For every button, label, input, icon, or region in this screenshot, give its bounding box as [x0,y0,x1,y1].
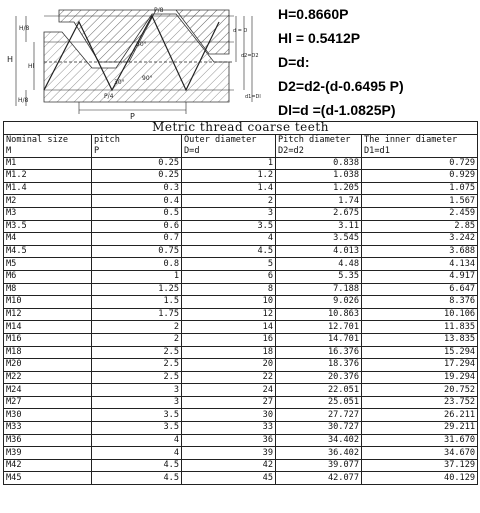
table-row [4,472,478,485]
cell-nominal: M36 [4,434,92,447]
cell-pitch: 0.25 [92,157,182,170]
cell-nominal: M14 [4,321,92,334]
table-row [4,296,478,309]
cell-nominal: M2 [4,195,92,208]
label-d2: d2=D2 [241,53,259,59]
cell-inner: 11.835 [362,321,478,334]
cell-inner: 0.929 [362,170,478,183]
cell-pitch-diameter: 0.838 [276,157,362,170]
table-row [4,182,478,195]
table-row [4,409,478,422]
cell-pitch-diameter: 3.545 [276,233,362,246]
cell-inner: 3.688 [362,245,478,258]
table-row [4,270,478,283]
cell-pitch-diameter: 3.11 [276,220,362,233]
cell-pitch: 0.75 [92,245,182,258]
cell-nominal: M1 [4,157,92,170]
label-h1: Hl [28,63,35,70]
cell-outer: 3.5 [182,220,276,233]
table-row [4,245,478,258]
cell-outer: 1.2 [182,170,276,183]
cell-inner: 29.211 [362,422,478,435]
cell-outer: 22 [182,371,276,384]
cell-inner: 8.376 [362,296,478,309]
table-row [4,396,478,409]
cell-inner: 37.129 [362,459,478,472]
cell-pitch: 4 [92,434,182,447]
cell-pitch: 3 [92,384,182,397]
cell-outer: 12 [182,308,276,321]
cell-pitch-diameter: 22.051 [276,384,362,397]
cell-inner: 31.670 [362,434,478,447]
cell-inner: 10.106 [362,308,478,321]
label-p8: P/8 [154,7,164,14]
cell-pitch: 1.25 [92,283,182,296]
table-body [4,157,478,484]
cell-nominal: M22 [4,371,92,384]
cell-nominal: M12 [4,308,92,321]
cell-outer: 8 [182,283,276,296]
cell-inner: 4.134 [362,258,478,271]
cell-pitch-diameter: 12.701 [276,321,362,334]
cell-outer: 1.4 [182,182,276,195]
cell-inner: 20.752 [362,384,478,397]
cell-pitch-diameter: 2.675 [276,207,362,220]
table-row [4,157,478,170]
col-header-pitch-diameter: Pitch diameter D2=d2 [276,134,362,157]
cell-nominal: M1.2 [4,170,92,183]
cell-inner: 34.670 [362,447,478,460]
label-h: H [7,55,14,64]
cell-pitch-diameter: 1.205 [276,182,362,195]
table-header-row [4,134,478,157]
cell-nominal: M18 [4,346,92,359]
cell-inner: 2.85 [362,220,478,233]
cell-pitch: 2.5 [92,346,182,359]
table-title: Metric thread coarse teeth [4,122,478,135]
cell-pitch-diameter: 14.701 [276,333,362,346]
cell-nominal: M3 [4,207,92,220]
formula-d2: D2=d2-(d-0.6495 P) [278,78,404,94]
cell-outer: 16 [182,333,276,346]
table-row [4,283,478,296]
formula-h: H=0.8660P [278,6,349,22]
cell-outer: 10 [182,296,276,309]
cell-outer: 30 [182,409,276,422]
cell-pitch: 4 [92,447,182,460]
col-header-pitch: pitch P [92,134,182,157]
cell-pitch-diameter: 16.376 [276,346,362,359]
cell-nominal: M8 [4,283,92,296]
cell-pitch-diameter: 4.48 [276,258,362,271]
cell-pitch: 1 [92,270,182,283]
cell-inner: 40.129 [362,472,478,485]
table-row [4,422,478,435]
cell-nominal: M5 [4,258,92,271]
thread-table [3,121,478,485]
cell-inner: 1.567 [362,195,478,208]
table-row [4,170,478,183]
label-angle-top: 30° [136,41,147,48]
cell-pitch-diameter: 1.038 [276,170,362,183]
cell-pitch: 1.5 [92,296,182,309]
cell-outer: 4 [182,233,276,246]
table-row [4,384,478,397]
cell-pitch-diameter: 20.376 [276,371,362,384]
cell-nominal: M20 [4,359,92,372]
header-section [0,0,480,120]
cell-pitch: 2 [92,321,182,334]
cell-outer: 18 [182,346,276,359]
cell-nominal: M10 [4,296,92,309]
cell-pitch: 4.5 [92,459,182,472]
cell-pitch: 2.5 [92,371,182,384]
table-row [4,447,478,460]
label-p4: P/4 [104,93,114,100]
table-row [4,195,478,208]
cell-pitch-diameter: 42.077 [276,472,362,485]
col-header-nominal: Nominal size M [4,134,92,157]
cell-outer: 24 [182,384,276,397]
table-row [4,308,478,321]
cell-nominal: M27 [4,396,92,409]
cell-pitch: 0.5 [92,207,182,220]
cell-outer: 45 [182,472,276,485]
cell-pitch: 2 [92,333,182,346]
cell-pitch: 2.5 [92,359,182,372]
table-row [4,333,478,346]
cell-pitch-diameter: 7.188 [276,283,362,296]
cell-nominal: M33 [4,422,92,435]
cell-pitch-diameter: 25.051 [276,396,362,409]
cell-pitch: 0.8 [92,258,182,271]
table-row [4,207,478,220]
cell-pitch-diameter: 1.74 [276,195,362,208]
table-row [4,346,478,359]
cell-outer: 14 [182,321,276,334]
cell-pitch-diameter: 9.026 [276,296,362,309]
cell-nominal: M39 [4,447,92,460]
label-d1: d1=Dl [245,94,261,100]
cell-inner: 13.835 [362,333,478,346]
cell-outer: 36 [182,434,276,447]
cell-outer: 3 [182,207,276,220]
cell-pitch-diameter: 4.013 [276,245,362,258]
cell-nominal: M24 [4,384,92,397]
cell-inner: 1.075 [362,182,478,195]
cell-pitch: 1.75 [92,308,182,321]
cell-outer: 42 [182,459,276,472]
label-pitch: P [130,112,135,121]
cell-pitch-diameter: 36.402 [276,447,362,460]
cell-nominal: M16 [4,333,92,346]
cell-pitch-diameter: 27.727 [276,409,362,422]
cell-outer: 1 [182,157,276,170]
cell-outer: 4.5 [182,245,276,258]
cell-outer: 33 [182,422,276,435]
cell-pitch: 0.3 [92,182,182,195]
cell-nominal: M1.4 [4,182,92,195]
cell-pitch-diameter: 30.727 [276,422,362,435]
cell-nominal: M45 [4,472,92,485]
cell-inner: 2.459 [362,207,478,220]
table-row [4,359,478,372]
cell-outer: 6 [182,270,276,283]
cell-pitch-diameter: 5.35 [276,270,362,283]
cell-inner: 26.211 [362,409,478,422]
col-header-outer: Outer diameter D=d [182,134,276,157]
cell-pitch: 0.7 [92,233,182,246]
col-header-inner: The inner diameter D1=d1 [362,134,478,157]
cell-pitch: 3.5 [92,409,182,422]
thread-profile-diagram [4,2,261,121]
cell-pitch: 4.5 [92,472,182,485]
cell-outer: 27 [182,396,276,409]
cell-inner: 23.752 [362,396,478,409]
cell-nominal: M6 [4,270,92,283]
table-row [4,321,478,334]
table-row [4,459,478,472]
cell-outer: 39 [182,447,276,460]
cell-nominal: M3.5 [4,220,92,233]
label-angle-axis: 90° [142,75,153,82]
label-angle-bottom: 30° [114,79,125,86]
table-row [4,220,478,233]
formula-d: D=d: [278,54,310,70]
cell-pitch: 0.4 [92,195,182,208]
cell-nominal: M30 [4,409,92,422]
formula-d1: Dl=d =(d-1.0825P) [278,102,396,118]
cell-inner: 6.647 [362,283,478,296]
table-row [4,258,478,271]
cell-pitch-diameter: 18.376 [276,359,362,372]
cell-inner: 15.294 [362,346,478,359]
cell-pitch: 0.6 [92,220,182,233]
cell-inner: 17.294 [362,359,478,372]
cell-inner: 4.917 [362,270,478,283]
formula-list [278,2,478,122]
cell-outer: 2 [182,195,276,208]
cell-outer: 20 [182,359,276,372]
cell-pitch-diameter: 39.077 [276,459,362,472]
cell-nominal: M42 [4,459,92,472]
label-h-top: H/8 [19,25,30,32]
cell-pitch-diameter: 34.402 [276,434,362,447]
cell-pitch: 3.5 [92,422,182,435]
table-row [4,371,478,384]
table-row [4,233,478,246]
cell-nominal: M4.5 [4,245,92,258]
cell-outer: 5 [182,258,276,271]
cell-nominal: M4 [4,233,92,246]
formula-h1: Hl = 0.5412P [278,30,361,46]
label-d: d = D [233,28,248,34]
cell-inner: 0.729 [362,157,478,170]
cell-pitch: 3 [92,396,182,409]
table-row [4,434,478,447]
cell-pitch-diameter: 10.863 [276,308,362,321]
label-h-bottom: H/8 [18,97,29,104]
cell-pitch: 0.25 [92,170,182,183]
cell-inner: 3.242 [362,233,478,246]
cell-inner: 19.294 [362,371,478,384]
